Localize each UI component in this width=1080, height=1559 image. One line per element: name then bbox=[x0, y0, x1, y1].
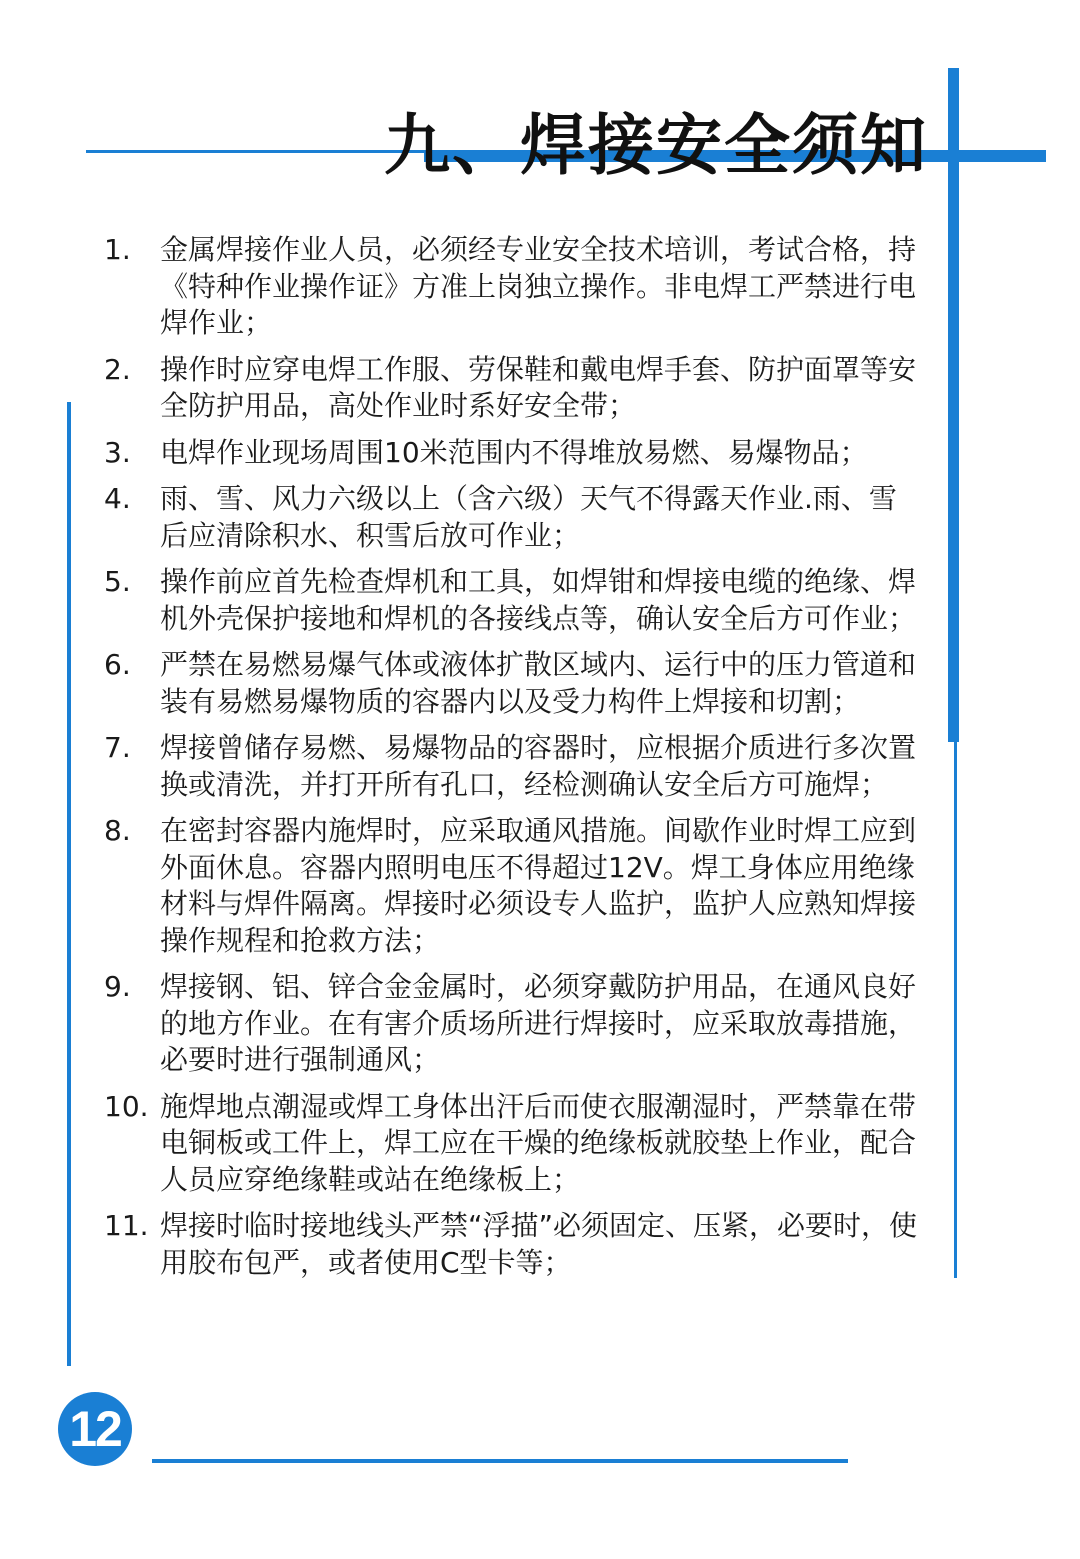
page-number-badge: 12 bbox=[58, 1392, 132, 1466]
list-item bbox=[104, 969, 922, 1079]
list-item bbox=[104, 564, 922, 637]
list-item bbox=[104, 232, 922, 342]
item-text: 焊接时临时接地线头严禁“浮描”必须固定、压紧，必要时，使用胶布包严，或者使用C型卡等； bbox=[160, 1209, 918, 1279]
footer-rule bbox=[152, 1459, 848, 1463]
safety-rules-list bbox=[104, 232, 922, 1291]
list-item bbox=[104, 813, 922, 959]
list-item bbox=[104, 730, 922, 803]
list-item bbox=[104, 435, 922, 472]
item-text: 焊接曾储存易燃、易爆物品的容器时，应根据介质进行多次置换或清洗，并打开所有孔口，经检测确认安全后方可施焊； bbox=[160, 731, 917, 801]
right-vertical-thin-line bbox=[954, 742, 957, 1278]
item-number: 5. bbox=[104, 565, 131, 598]
item-text: 电焊作业现场周围10米范围内不得堆放易燃、易爆物品； bbox=[160, 435, 868, 469]
list-item bbox=[104, 481, 922, 554]
item-text: 在密封容器内施焊时，应采取通风措施。间歇作业时焊工应到外面休息。容器内照明电压不得超过12V。焊工身体应用绝缘材料与焊件隔离。焊接时必须设专人监护，监护人应熟知焊接操作规程和抢救方法； bbox=[160, 814, 917, 957]
item-number: 1. bbox=[104, 233, 131, 266]
item-text: 操作时应穿电焊工作服、劳保鞋和戴电焊手套、防护面罩等安全防护用品，高处作业时系好安全带； bbox=[160, 352, 917, 422]
item-text: 焊接钢、铝、锌合金金属时，必须穿戴防护用品，在通风良好的地方作业。在有害介质场所进行焊接时，应采取放毒措施，必要时进行强制通风； bbox=[160, 970, 917, 1076]
item-number: 4. bbox=[104, 482, 131, 515]
item-text: 雨、雪、风力六级以上（含六级）天气不得露天作业.雨、雪后应清除积水、积雪后放可作业； bbox=[160, 482, 897, 552]
item-text: 施焊地点潮湿或焊工身体出汗后而使衣服潮湿时，严禁靠在带电铜板或工件上，焊工应在干燥的绝缘板就胶垫上作业，配合人员应穿绝缘鞋或站在绝缘板上； bbox=[160, 1089, 917, 1196]
page-title: 九、焊接安全须知 bbox=[384, 107, 928, 185]
item-number: 10. bbox=[104, 1089, 149, 1123]
item-number: 6. bbox=[104, 648, 131, 681]
item-text: 操作前应首先检查焊机和工具，如焊钳和焊接电缆的绝缘、焊机外壳保护接地和焊机的各接线点等，确认安全后方可作业； bbox=[160, 565, 917, 635]
item-text: 金属焊接作业人员，必须经专业安全技术培训，考试合格，持《特种作业操作证》方准上岗独立操作。非电焊工严禁进行电焊作业； bbox=[160, 233, 917, 339]
list-item bbox=[104, 1089, 922, 1199]
right-vertical-bar bbox=[948, 68, 959, 742]
list-item bbox=[104, 352, 922, 425]
item-text: 严禁在易燃易爆气体或液体扩散区域内、运行中的压力管道和装有易燃易爆物质的容器内以及受力构件上焊接和切割； bbox=[160, 648, 917, 718]
left-vertical-line bbox=[67, 402, 71, 1366]
item-number: 7. bbox=[104, 731, 131, 764]
item-number: 9. bbox=[104, 970, 131, 1003]
header-thin-rule bbox=[86, 150, 426, 153]
item-number: 2. bbox=[104, 352, 131, 386]
item-number: 11. bbox=[104, 1209, 149, 1242]
list-item bbox=[104, 1208, 922, 1281]
item-number: 3. bbox=[104, 435, 131, 469]
list-item bbox=[104, 647, 922, 720]
item-number: 8. bbox=[104, 814, 131, 847]
